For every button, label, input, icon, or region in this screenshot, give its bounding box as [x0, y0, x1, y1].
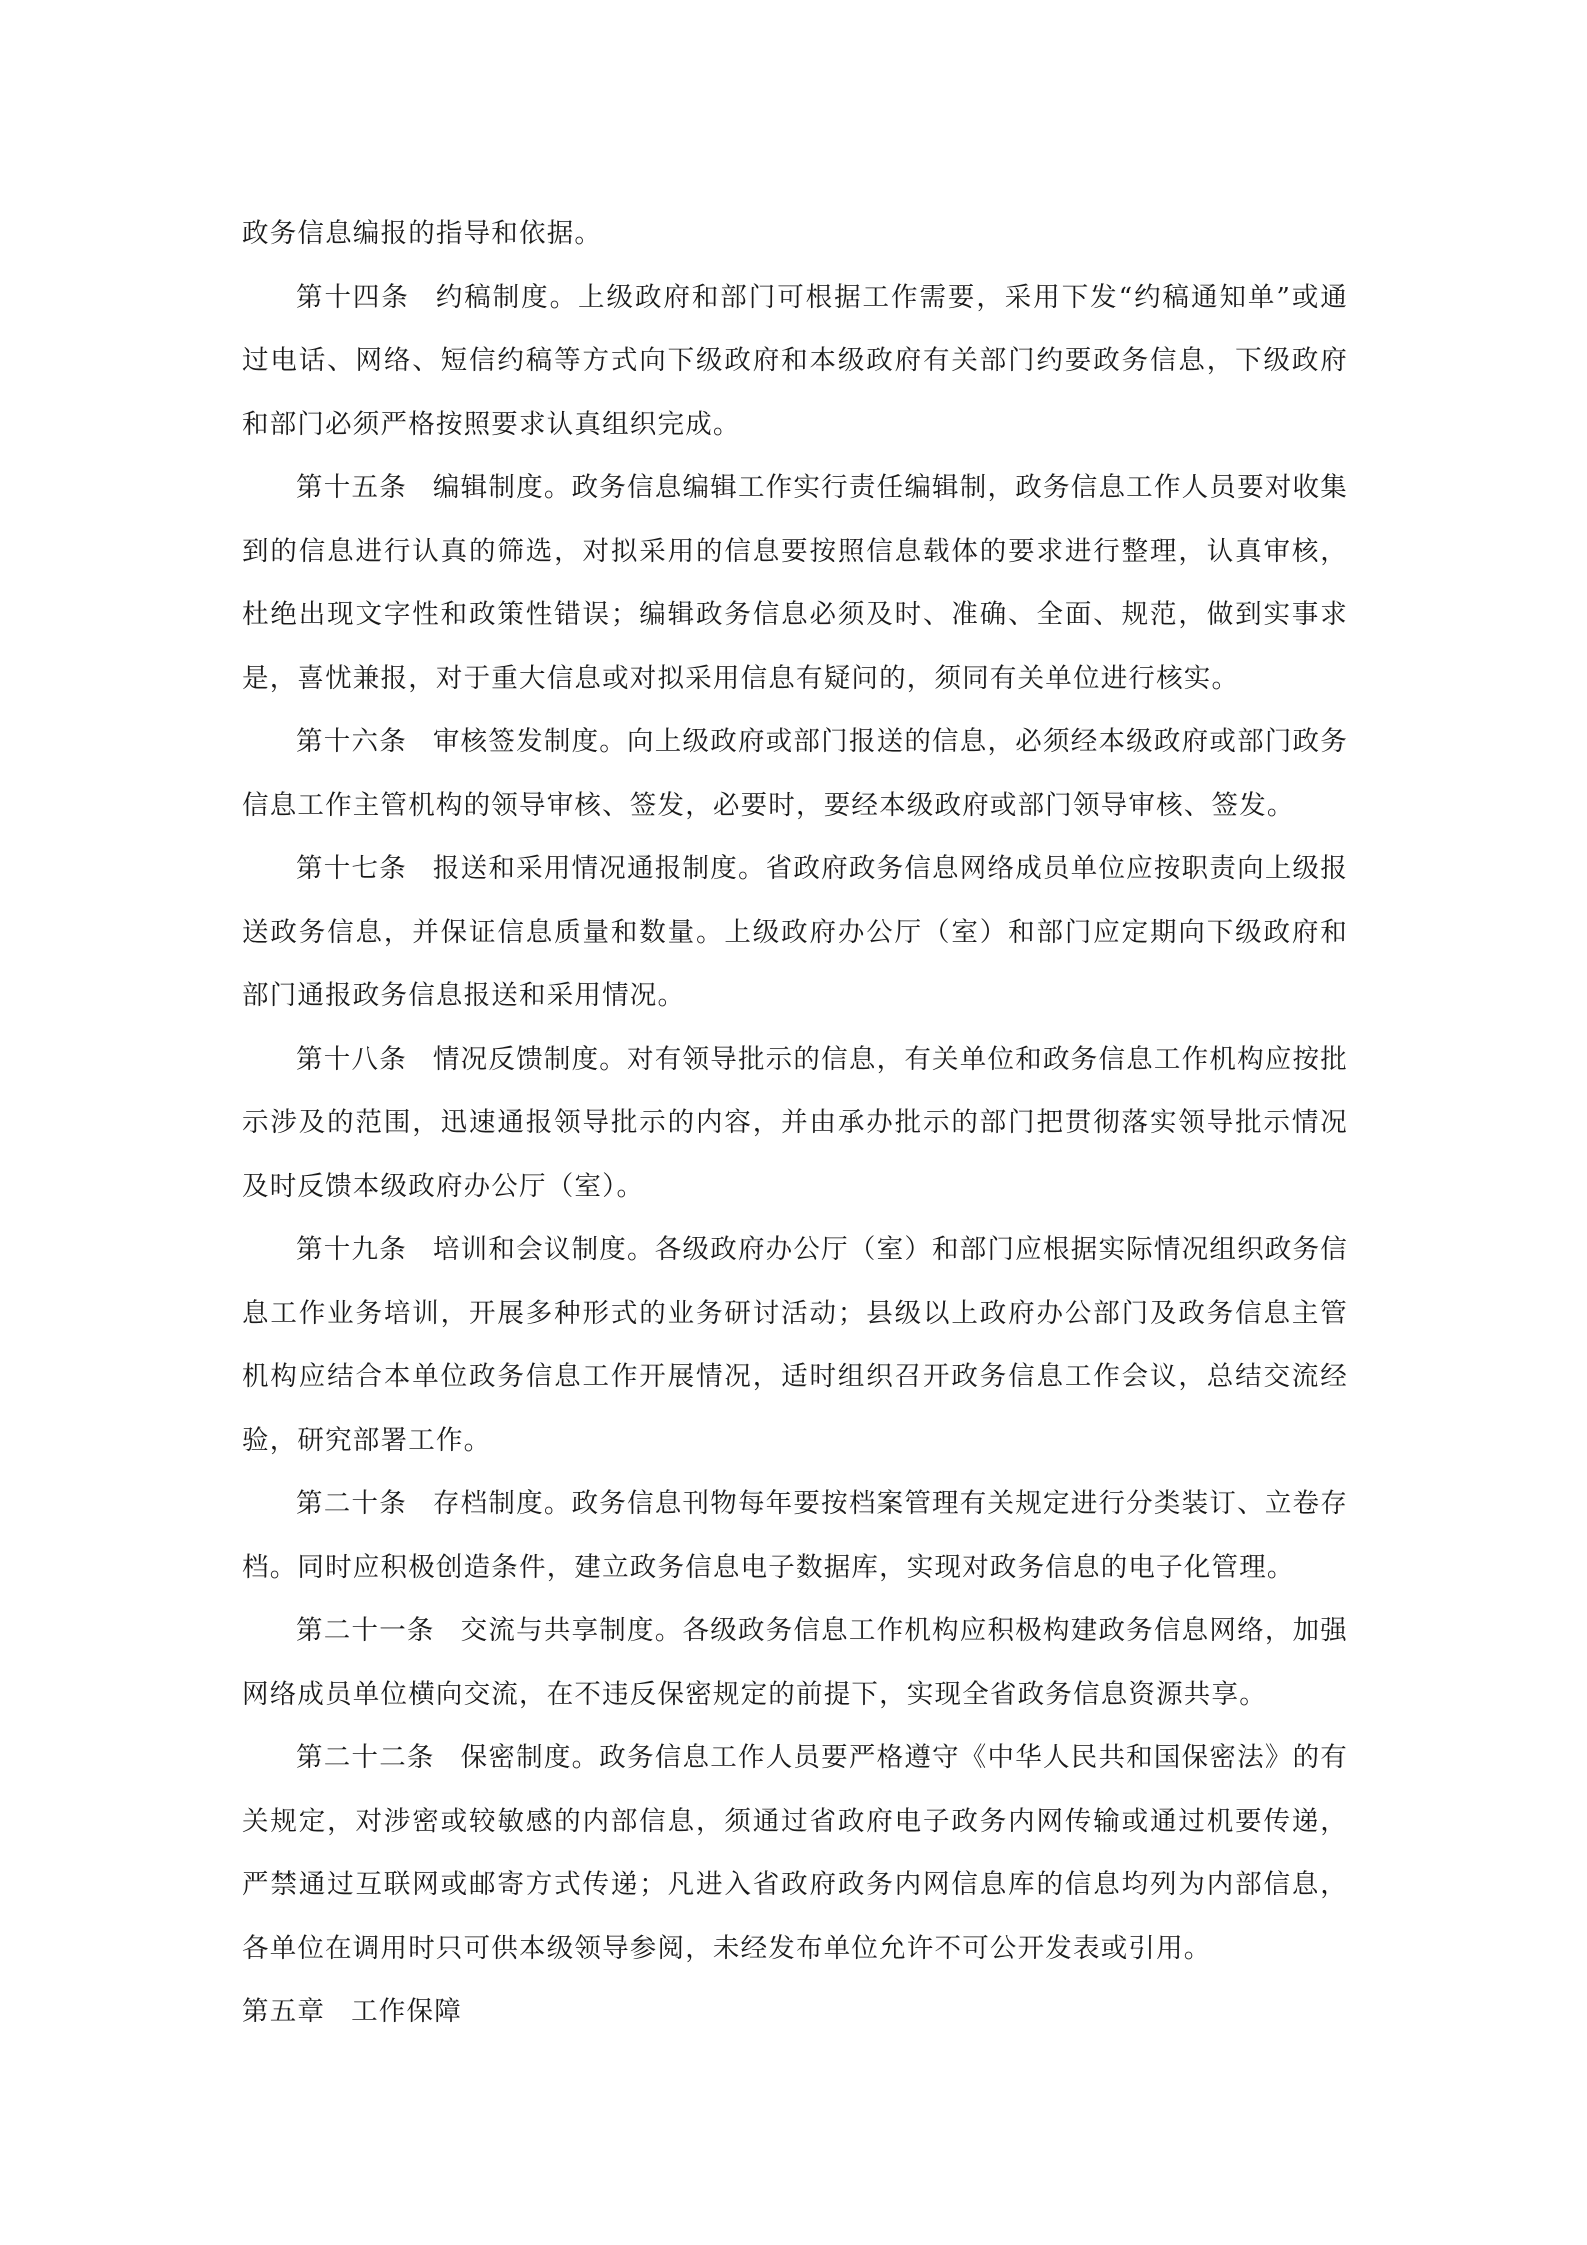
- article-text: 编辑制度。政务信息编辑工作实行责任编辑制，政务信息工作人员要对收集到的信息进行认真的筛选，对拟采用的信息要按照信息载体的要求进行整理，认真审核，杜绝出现文字性和政策性错误；编辑政务信息必须及时、准确、全面、规范，做到实事求是，喜忧兼报，对于重大信息或对拟采用信息有疑问的，须同有关单位进行核实。: [242, 472, 1348, 694]
- article-number: 第十六条: [296, 726, 407, 757]
- article-22: [242, 1726, 1348, 1980]
- chapter-number: 第五章: [242, 1996, 326, 2027]
- article-number: 第十八条: [296, 1043, 407, 1075]
- continuation-paragraph: 政务信息编报的指导和依据。: [242, 218, 603, 249]
- article-text: 约稿制度。上级政府和部门可根据工作需要，采用下发“约稿通知单”或通过电话、网络、短信约稿等方式向下级政府和本级政府有关部门约要政务信息，下级政府和部门必须严格按照要求认真组织完成。: [242, 281, 1348, 440]
- article-21: [242, 1599, 1348, 1726]
- article-text: 报送和采用情况通报制度。省政府政务信息网络成员单位应按职责向上级报送政务信息，并保证信息质量和数量。上级政府办公厅（室）和部门应定期向下级政府和部门通报政务信息报送和采用情况。: [242, 853, 1348, 1011]
- article-number: 第二十一条: [296, 1615, 435, 1646]
- article-number: 第二十条: [296, 1488, 407, 1519]
- article-text: 交流与共享制度。各级政务信息工作机构应积极构建政务信息网络，加强网络成员单位横向交流，在不违反保密规定的前提下，实现全省政务信息资源共享。: [242, 1615, 1348, 1710]
- article-number: 第十九条: [296, 1234, 407, 1265]
- article-text: 情况反馈制度。对有领导批示的信息，有关单位和政务信息工作机构应按批示涉及的范围，迅速通报领导批示的内容，并由承办批示的部门把贯彻落实领导批示情况及时反馈本级政府办公厅（室）。: [242, 1043, 1348, 1202]
- article-text: 存档制度。政务信息刊物每年要按档案管理有关规定进行分类装订、立卷存档。同时应积极创造条件，建立政务信息电子数据库，实现对政务信息的电子化管理。: [242, 1488, 1348, 1583]
- article-text: 审核签发制度。向上级政府或部门报送的信息，必须经本级政府或部门政务信息工作主管机构的领导审核、签发，必要时，要经本级政府或部门领导审核、签发。: [242, 726, 1348, 821]
- article-17: [242, 837, 1348, 1028]
- article-number: 第十四条: [296, 281, 410, 313]
- article-14: [242, 266, 1348, 457]
- article-text: 保密制度。政务信息工作人员要严格遵守《中华人民共和国保密法》的有关规定，对涉密或较敏感的内部信息，须通过省政府电子政务内网传输或通过机要传递，严禁通过互联网或邮寄方式传递；凡进入省政府政务内网信息库的信息均列为内部信息，各单位在调用时只可供本级领导参阅，未经发布单位允许不可公开发表或引用。: [242, 1742, 1348, 1964]
- article-19: [242, 1218, 1348, 1472]
- document-page: [242, 202, 1348, 2044]
- article-number: 第十七条: [296, 853, 407, 884]
- article-number: 第二十二条: [296, 1742, 435, 1773]
- article-20: [242, 1472, 1348, 1599]
- chapter-heading: [242, 1980, 1348, 2044]
- article-number: 第十五条: [296, 472, 407, 503]
- article-18: [242, 1028, 1348, 1219]
- chapter-title: 工作保障: [351, 1996, 462, 2027]
- article-text: 培训和会议制度。各级政府办公厅（室）和部门应根据实际情况组织政务信息工作业务培训，开展多种形式的业务研讨活动；县级以上政府办公部门及政务信息主管机构应结合本单位政务信息工作开展情况，适时组织召开政务信息工作会议，总结交流经验，研究部署工作。: [242, 1234, 1348, 1456]
- article-16: [242, 710, 1348, 837]
- article-15: [242, 456, 1348, 710]
